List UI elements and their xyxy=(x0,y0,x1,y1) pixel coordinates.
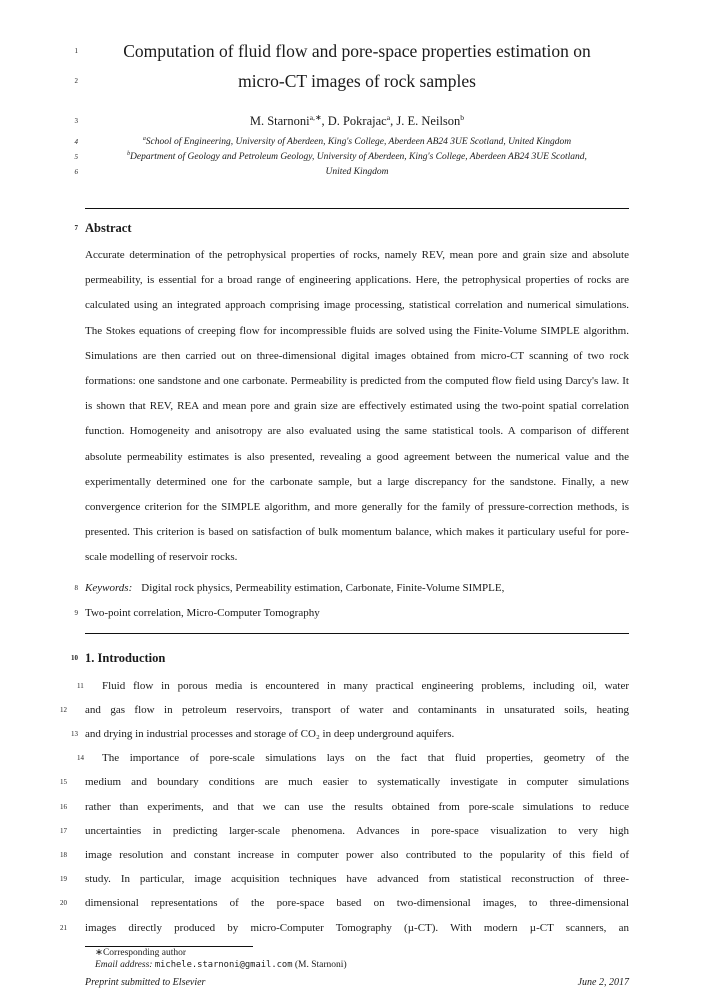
author-separator: , xyxy=(321,114,328,128)
intro-line xyxy=(60,843,629,867)
author-3 xyxy=(396,114,464,128)
margin-line-number: 1 xyxy=(74,47,78,55)
paper-title-text-1: Computation of fluid flow and pore-space properties estimation on xyxy=(123,41,591,61)
abstract-paragraph: Accurate determination of the petrophysical properties of rocks, namely REV, mean pore and grain size and absolute permeability, is essential for a broad range of engineering applications. Here, the petrophysical properties of rocks are calculated using an integrated approach comprising image processing, statistical correlation and numerical simulations. The Stokes equations of creeping flow for incompressible fluids are solved using the Finite-Volume SIMPLE algorithm. Simulations are then carried out on three-dimensional digital images obtained from micro-CT scanning of two rock formations: one sandstone and one carbonate. Permeability is predicted from the computed flow field using Darcy's law. It is shown that REV, REA and mean pore and grain size are effectively estimated using the two-point spatial correlation function. Homogeneity and anisotropy are also evaluated using the same statistical tools. A comparison of different absolute permeability estimates is also presented, revealing a good agreement between the numerical value and the experimentally determined one for the carbonate sample, but a large discrepancy for the sandstone. Finally, a new convergence criterion for the SIMPLE algorithm, and more generally for the family of pressure-correction methods, is presented. This criterion is based on satisfaction of bulk momentum balance, which makes it particulary useful for pore-scale modelling of reservoir rocks. xyxy=(85,249,629,564)
affiliation-line-3 xyxy=(74,165,629,180)
intro-line xyxy=(60,819,629,843)
abstract-top-rule xyxy=(85,208,629,209)
intro-line xyxy=(60,867,629,891)
margin-line-number: 9 xyxy=(74,608,78,617)
intro-line xyxy=(60,770,629,794)
margin-line-number: 3 xyxy=(74,117,78,125)
margin-line-number: 15 xyxy=(60,778,67,787)
margin-line-number: 18 xyxy=(60,851,67,860)
intro-line-text: study. In particular, image acquisition techniques have advanced from statistical reconstruction of three- xyxy=(85,873,629,886)
affiliations xyxy=(74,135,629,180)
affiliation-line-1 xyxy=(74,135,629,150)
margin-line-number: 10 xyxy=(71,653,78,662)
intro-line xyxy=(60,795,629,819)
intro-line xyxy=(60,916,629,940)
margin-line-number: 19 xyxy=(60,875,67,884)
intro-line-text: and gas flow in petroleum reservoirs, transport of water and contaminants in unsaturated soils, heating xyxy=(85,703,629,716)
margin-line-number: 12 xyxy=(60,705,67,714)
margin-line-number: 8 xyxy=(74,583,78,592)
preprint-note: Preprint submitted to Elsevier xyxy=(85,977,206,988)
intro-line-text: images directly produced by micro-Computer Tomography (µ-CT). With modern µ-CT scanners, an xyxy=(85,921,629,934)
keywords-text-1: Digital rock physics, Permeability estimation, Carbonate, Finite-Volume SIMPLE, xyxy=(141,581,505,594)
intro-line-text: uncertainties in predicting larger-scale phenomena. Advances in pore-space visualization to very high xyxy=(85,824,629,837)
intro-line xyxy=(77,674,629,698)
margin-line-number: 20 xyxy=(60,899,67,908)
keywords-text-2: Two-point correlation, Micro-Computer Tomography xyxy=(85,606,320,619)
intro-line-text: The importance of pore-scale simulations lays on the fact that fluid properties, geometry of the xyxy=(102,752,629,765)
keywords-block xyxy=(74,576,629,626)
margin-line-number: 16 xyxy=(60,802,67,811)
intro-line-text: medium and boundary conditions are much easier to systematically investigate in computer simulations xyxy=(85,776,629,789)
paper-title-line-1 xyxy=(74,36,629,66)
keywords-line-1 xyxy=(74,576,629,601)
affiliation-line-2 xyxy=(74,150,629,165)
margin-line-number: 17 xyxy=(60,826,67,835)
email-address: michele.starnoni@gmail.com xyxy=(154,960,293,970)
paper-title-line-2 xyxy=(74,66,629,96)
email-label: Email address: xyxy=(95,960,153,970)
affiliation-2-text: Department of Geology and Petroleum Geology, University of Aberdeen, King's College, Aberdeen AB24 3UE Scotland, xyxy=(130,152,587,162)
margin-line-number: 21 xyxy=(60,923,67,932)
intro-line-text: rather than experiments, and that we can use the results obtained from pore-scale simulations to reduce xyxy=(85,800,629,813)
affiliation-2-mark: b xyxy=(127,150,131,157)
paper-title-text-2: micro-CT images of rock samples xyxy=(238,71,476,91)
intro-line xyxy=(71,722,629,746)
author-separator: , xyxy=(390,114,397,128)
section-1-heading-text: 1. Introduction xyxy=(85,650,166,665)
affiliation-3-text: United Kingdom xyxy=(325,167,389,177)
intro-line-text: image resolution and constant increase in computer power also contributed to the popularity of this field of xyxy=(85,849,629,862)
author-1-name: M. Starnoni xyxy=(249,114,310,128)
keywords-label: Keywords: xyxy=(85,581,133,594)
intro-line-text: dimensional representations of the pore-space based on two-dimensional images, to three-dimensional xyxy=(85,897,629,910)
margin-line-number: 7 xyxy=(74,224,78,232)
introduction-body xyxy=(60,674,629,940)
author-3-name: J. E. Neilson xyxy=(396,114,461,128)
abstract-bottom-rule xyxy=(85,633,629,634)
affiliation-1-text: School of Engineering, University of Aberdeen, King's College, Aberdeen AB24 3UE Scotland, United Kingdom xyxy=(145,137,572,147)
keywords-line-2 xyxy=(74,601,629,626)
email-suffix: (M. Starnoni) xyxy=(294,960,347,970)
author-2-name: D. Pokrajac xyxy=(327,114,387,128)
author-2 xyxy=(328,114,390,128)
page-footer xyxy=(85,946,629,990)
intro-line xyxy=(77,746,629,770)
intro-line-text: and drying in industrial processes and storage of CO₂ in deep underground aquifers. xyxy=(85,728,455,741)
intro-line xyxy=(60,891,629,915)
corresponding-author-note: ∗Corresponding author xyxy=(95,948,187,958)
author-1-affmark: a,∗ xyxy=(309,112,322,122)
margin-line-number: 5 xyxy=(74,153,78,161)
intro-line-text: Fluid flow in porous media is encountered in many practical engineering problems, including oil, water xyxy=(102,679,629,692)
authors-line xyxy=(74,112,629,130)
author-2-affmark: a xyxy=(386,112,391,122)
author-3-affmark: b xyxy=(460,112,465,122)
margin-line-number: 2 xyxy=(74,77,78,85)
margin-line-number: 11 xyxy=(77,681,84,690)
submission-row xyxy=(85,976,629,990)
margin-line-number: 6 xyxy=(74,168,78,176)
email-note xyxy=(85,959,629,971)
author-1 xyxy=(250,114,322,128)
abstract-heading-text: Abstract xyxy=(85,221,132,235)
affiliation-1-mark: a xyxy=(142,135,146,142)
margin-line-number: 4 xyxy=(74,138,78,146)
section-1-heading xyxy=(71,650,629,666)
margin-line-number: 14 xyxy=(77,754,84,763)
intro-line xyxy=(60,698,629,722)
margin-line-number: 13 xyxy=(71,730,78,739)
date-note: June 2, 2017 xyxy=(577,977,629,988)
abstract-heading xyxy=(74,220,629,236)
